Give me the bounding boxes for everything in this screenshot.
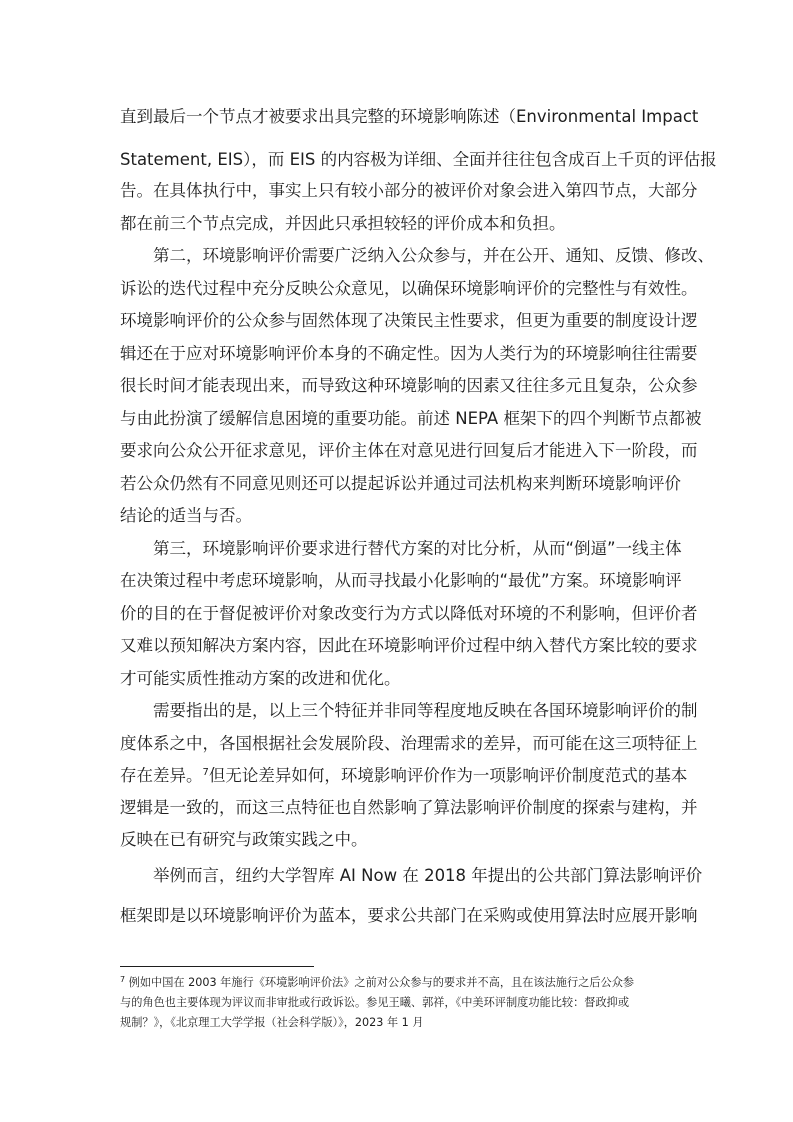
body-line: 反映在已有研究与政策实践之中。 — [120, 830, 368, 849]
body-line: 价的目的在于督促被评价对象改变行为方式以降低对环境的不利影响，但评价者 — [120, 604, 698, 623]
body-line: 都在前三个节点完成，并因此只承担较轻的评价成本和负担。 — [120, 214, 566, 233]
body-line: Statement, EIS），而 EIS 的内容极为详细、全面并往往包含成百上千页的评估报 — [120, 150, 717, 169]
footnote-number: 7 — [120, 975, 126, 984]
footnote-text: 例如中国在 2003 年施行《环境影响评价法》之前对公众参与的要求并不高，且在该法施行之后公众参 — [125, 976, 635, 989]
body-line: 第二，环境影响评价需要广泛纳入公众参与，并在公开、通知、反馈、修改、 — [153, 246, 714, 265]
body-line: 举例而言，纽约大学智库 AI Now 在 2018 年提出的公共部门算法影响评价 — [153, 866, 703, 885]
body-line: 要求向公众公开征求意见，评价主体在对意见进行回复后才能进入下一阶段，而 — [120, 441, 698, 460]
body-line-with-footnote — [120, 766, 688, 786]
body-line: 又难以预知解决方案内容，因此在环境影响评价过程中纳入替代方案比较的要求 — [120, 636, 698, 655]
body-text: 存在差异。 — [120, 766, 203, 785]
footnote-line: 与的角色也主要体现为评议而非审批或行政诉讼。参见王曦、郭祥，《中美环评制度功能比较：督政抑或 — [120, 996, 630, 1009]
body-line: 结论的适当与否。 — [120, 506, 252, 525]
body-line: 直到最后一个节点才被要求出具完整的环境影响陈述（Environmental Impact — [120, 107, 699, 126]
body-line: 在决策过程中考虑环境影响，从而寻找最小化影响的“最优”方案。环境影响评 — [120, 571, 682, 590]
body-line: 需要指出的是，以上三个特征并非同等程度地反映在各国环境影响评价的制 — [153, 701, 698, 720]
body-line: 才可能实质性推动方案的改进和优化。 — [120, 669, 401, 688]
body-line: 框架即是以环境影响评价为蓝本，要求公共部门在采购或使用算法时应展开影响 — [120, 906, 698, 925]
body-line: 第三，环境影响评价要求进行替代方案的对比分析，从而“倒逼”一线主体 — [153, 539, 682, 558]
footnote-ref[interactable]: 7 — [202, 767, 209, 778]
body-line: 与由此扮演了缓解信息困境的重要功能。前述 NEPA 框架下的四个判断节点都被 — [120, 409, 702, 428]
body-line: 度体系之中，各国根据社会发展阶段、治理需求的差异，而可能在这三项特征上 — [120, 734, 698, 753]
body-line: 很长时间才能表现出来，而导致这种环境影响的因素又往往多元且复杂，公众参 — [120, 376, 698, 395]
body-line: 辑还在于应对环境影响评价本身的不确定性。因为人类行为的环境影响往往需要 — [120, 344, 698, 363]
body-line: 告。在具体执行中，事实上只有较小部分的被评价对象会进入第四节点，大部分 — [120, 181, 698, 200]
body-line: 逻辑是一致的，而这三点特征也自然影响了算法影响评价制度的探索与建构，并 — [120, 798, 698, 817]
body-line: 若公众仍然有不同意见则还可以提起诉讼并通过司法机构来判断环境影响评价 — [120, 474, 681, 493]
body-line: 诉讼的迭代过程中充分反映公众意见，以确保环境影响评价的完整性与有效性。 — [120, 279, 698, 298]
footnote-line — [120, 976, 680, 990]
footnote-line: 规制？》，《北京理工大学学报（社会科学版）》，2023 年 1 月 — [120, 1016, 424, 1029]
footnote-separator — [120, 966, 314, 967]
body-line: 环境影响评价的公众参与固然体现了决策民主性要求，但更为重要的制度设计逻 — [120, 311, 698, 330]
body-text: 但无论差异如何，环境影响评价作为一项影响评价制度范式的基本 — [208, 766, 688, 785]
